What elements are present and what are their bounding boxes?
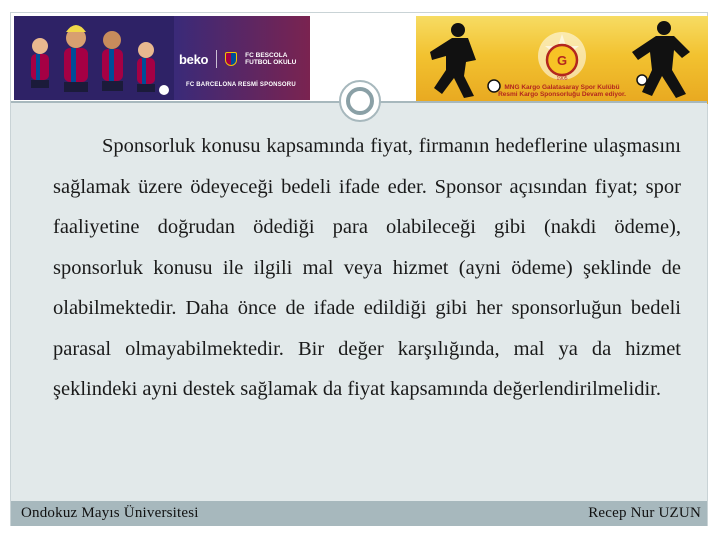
divider-circle-ornament — [339, 80, 381, 122]
footer-author: Recep Nur UZUN — [588, 505, 701, 521]
footer-university: Ondokuz Mayıs Üniversitesi — [21, 505, 199, 521]
football-icon — [159, 85, 169, 95]
fcb-crest-icon — [225, 52, 237, 66]
body-paragraph-text: Sponsorluk konusu kapsamında fiyat, firmanın hedeflerine ulaşmasını sağlamak üzere ödeyeceği bedeli ifade eder. Sponsor açısından fiyat; spor faaliyetine doğrudan ödediği para olabileceği gibi (nakdi ödeme), sponsorluk konusu ile ilgili mal veya hizmet (ayni ödeme) şeklinde de olabilmektedir. Daha önce de ifade edildiği gibi her sponsorluğun bedeli parasal olmayabilmektedir. Bir değer karşılığında, mal ya da hizmet şeklindeki ayni destek sağlamak da fiyat kapsamında değerlendirilmelidir. — [53, 135, 681, 400]
ring-icon — [346, 87, 374, 115]
body-paragraph — [53, 126, 681, 410]
galatasaray-sponsor-banner — [416, 16, 708, 104]
sponsor-logos — [179, 46, 297, 72]
svg-text:1905: 1905 — [556, 76, 568, 82]
cartoon-players-illustration — [14, 16, 174, 100]
galatasaray-crest-icon — [538, 32, 586, 82]
player-1 — [31, 38, 49, 88]
player-3 — [102, 31, 123, 91]
logo-divider — [216, 50, 217, 68]
svg-text:G: G — [556, 53, 568, 68]
player-4 — [137, 42, 155, 92]
galatasaray-caption-line1: MNG Kargo Galatasaray Spor Kulübü — [504, 84, 620, 91]
fcb-escola-logo: FC BESCOLA FUTBOL OKULU — [245, 52, 297, 66]
barcelona-sponsor-banner — [14, 16, 310, 100]
galatasaray-caption-line2: Resmi Kargo Sponsorluğu Devam ediyor. — [498, 91, 626, 98]
slide-footer — [11, 501, 707, 526]
beko-logo: beko — [179, 51, 209, 67]
barcelona-sponsor-caption: FC BARCELONA RESMİ SPONSORU — [186, 82, 296, 88]
